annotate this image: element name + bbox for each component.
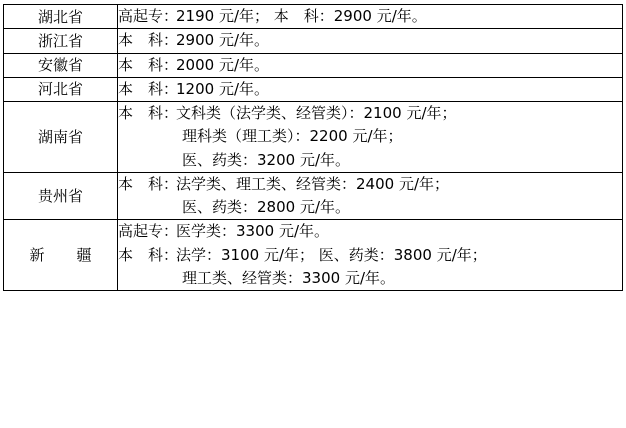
region-cell	[4, 29, 118, 53]
table-row	[4, 5, 623, 29]
tuition-line	[118, 196, 622, 219]
region-cell	[4, 77, 118, 101]
tuition-line	[118, 267, 622, 290]
tuition-detail-cell	[118, 77, 623, 101]
tuition-line	[118, 220, 622, 243]
tuition-line-label: 高起专：	[118, 222, 179, 241]
tuition-line-text: 1200 元/年。	[176, 79, 269, 98]
tuition-line-text: 2190 元/年； 本 科：2900 元/年。	[176, 7, 427, 25]
tuition-detail-cell	[118, 172, 623, 220]
table-body	[4, 5, 623, 291]
region-label: 湖北省	[37, 7, 83, 26]
tuition-line-text: 2900 元/年。	[176, 31, 269, 50]
tuition-line-label: 高起专：	[118, 7, 179, 25]
region-label: 安徽省	[37, 56, 83, 74]
region-cell	[4, 172, 118, 220]
region-label: 河北省	[37, 80, 83, 99]
tuition-line	[118, 149, 622, 172]
region-label: 浙江省	[37, 31, 83, 50]
tuition-line-text: 2000 元/年。	[176, 55, 269, 74]
tuition-line	[118, 244, 622, 267]
tuition-line-label: 本 科：	[118, 55, 179, 74]
tuition-detail-cell	[118, 220, 623, 291]
tuition-line-text: 文科类（法学类、经管类）：2100 元/年；	[176, 104, 457, 122]
tuition-line	[118, 54, 622, 77]
table-row	[4, 77, 623, 101]
tuition-line-label: 本 科：	[118, 174, 179, 193]
tuition-line	[118, 5, 622, 28]
tuition-line	[118, 173, 622, 196]
region-label: 湖南省	[37, 127, 83, 146]
tuition-detail-cell	[118, 53, 623, 77]
tuition-line-text: 理科类（理工类）：2200 元/年；	[182, 127, 403, 146]
region-cell	[4, 220, 118, 291]
tuition-detail-cell	[118, 102, 623, 173]
tuition-line-text: 法学类、理工类、经管类：2400 元/年；	[176, 174, 449, 193]
region-cell	[4, 5, 118, 29]
region-label: 贵州省	[37, 186, 83, 205]
tuition-line-label: 本 科：	[118, 31, 179, 50]
region-label: 新 疆	[29, 246, 92, 264]
table-row	[4, 172, 623, 220]
tuition-line-label: 本 科：	[118, 79, 179, 98]
tuition-line-text: 医、药类：3200 元/年。	[182, 150, 350, 169]
tuition-line-label: 本 科：	[118, 104, 179, 122]
tuition-line-text: 医学类：3300 元/年。	[176, 222, 329, 241]
tuition-line	[118, 102, 622, 125]
table-row	[4, 220, 623, 291]
tuition-line	[118, 29, 622, 52]
tuition-detail-cell	[118, 29, 623, 53]
tuition-detail-cell	[118, 5, 623, 29]
tuition-line	[118, 78, 622, 101]
table-row	[4, 102, 623, 173]
tuition-line-text: 医、药类：2800 元/年。	[182, 198, 350, 216]
tuition-standards-table	[3, 4, 623, 291]
tuition-line	[118, 125, 622, 148]
table-row	[4, 29, 623, 53]
tuition-line-text: 法学：3100 元/年； 医、药类：3800 元/年；	[176, 245, 487, 264]
tuition-line-label: 本 科：	[118, 245, 179, 264]
table-row	[4, 53, 623, 77]
tuition-line-text: 理工类、经管类：3300 元/年。	[182, 268, 395, 287]
region-cell	[4, 102, 118, 173]
region-cell	[4, 53, 118, 77]
